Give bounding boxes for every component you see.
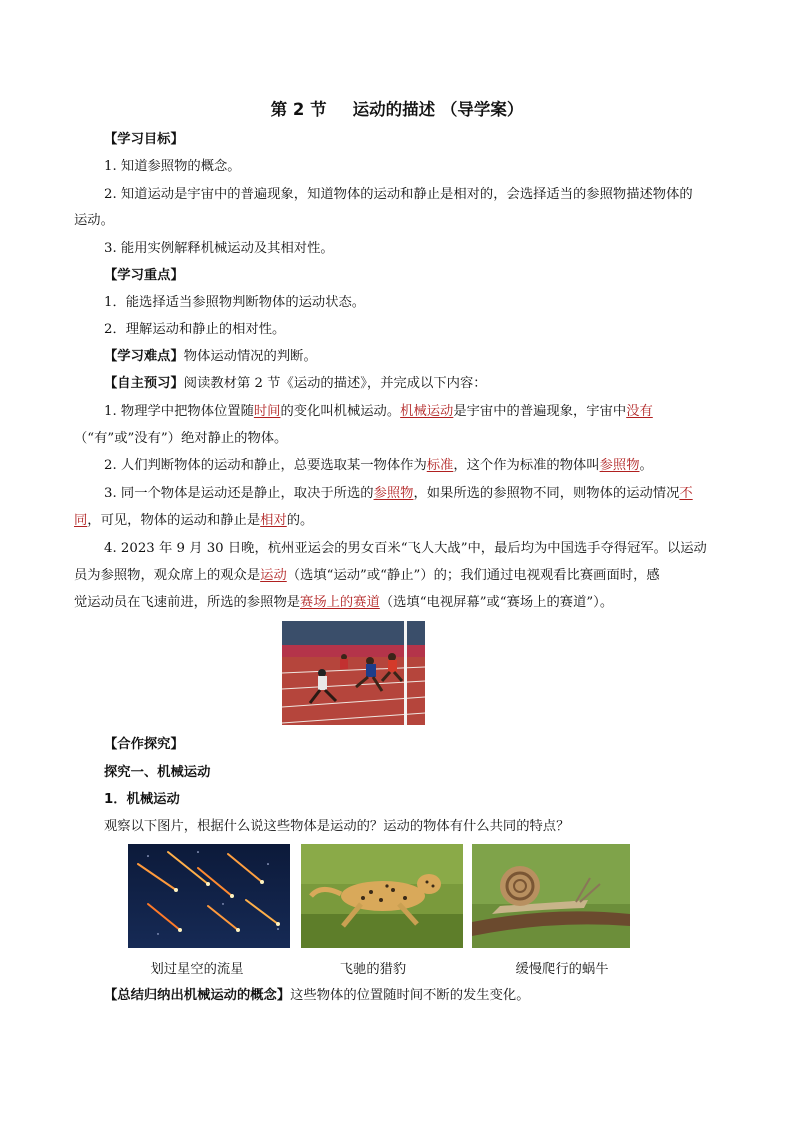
answer-blank: 标准 — [426, 458, 454, 473]
explore-subheading-2: 1．机械运动 — [104, 792, 180, 807]
sprint-race-photo — [282, 621, 425, 725]
preview-heading: 【自主预习】 — [104, 376, 184, 391]
preview-intro: 阅读教材第 2 节《运动的描述》，并完成以下内容： — [183, 376, 487, 391]
summary-line — [104, 987, 530, 1005]
answer-blank: 赛场上的赛道 — [300, 595, 380, 610]
question-1: 1. 物理学中把物体位置随时间的变化叫机械运动。机械运动是宇宙中的普遍现象，宇宙中没有 — [104, 404, 653, 419]
summary-text: 这些物体的位置随时间不断的发生变化。 — [290, 988, 530, 1003]
image-caption: 缓慢爬行的蜗牛 — [515, 962, 609, 977]
key-point-item: 2．理解运动和静止的相对性。 — [104, 322, 286, 337]
preview-line — [104, 375, 487, 393]
key-points-heading: 【学习重点】 — [104, 268, 184, 283]
answer-blank: 相对 — [260, 513, 287, 528]
answer-blank: 不 — [679, 486, 693, 501]
question-4-cont: 员为参照物，观众席上的观众是运动（选填“运动”或“静止”）的；我们通过电视观看比赛画面时，感 — [74, 568, 660, 583]
question-3-cont: 同，可见，物体的运动和静止是相对的。 — [74, 513, 314, 528]
answer-blank: 运动 — [260, 568, 287, 583]
meteor-photo — [128, 844, 290, 948]
answer-blank: 机械运动 — [400, 404, 454, 419]
goals-heading: 【学习目标】 — [104, 132, 184, 147]
goal-item-cont: 运动。 — [74, 213, 114, 228]
answer-blank: 同 — [74, 513, 88, 528]
goal-item: 2. 知道运动是宇宙中的普遍现象，知道物体的运动和静止是相对的，会选择适当的参照物描述物体的 — [104, 187, 693, 202]
image-caption: 划过星空的流星 — [150, 962, 244, 977]
goal-item: 1. 知道参照物的概念。 — [104, 159, 241, 174]
answer-blank: 没有 — [626, 404, 653, 419]
page-title — [0, 96, 794, 120]
question-3: 3. 同一个物体是运动还是静止，取决于所选的参照物，如果所选的参照物不同，则物体的运动情况不 — [104, 486, 693, 501]
question-2: 2. 人们判断物体的运动和静止，总要选取某一物体作为标准，这个作为标准的物体叫参照物。 — [104, 458, 653, 473]
explore-question: 观察以下图片，根据什么说这些物体是运动的？运动的物体有什么共同的特点？ — [104, 819, 570, 834]
answer-blank: 时间 — [253, 404, 281, 419]
explore-subheading: 探究一、机械运动 — [104, 765, 211, 780]
image-caption: 飞驰的猎豹 — [339, 962, 407, 977]
answer-blank: 参照物 — [599, 458, 640, 473]
explore-heading: 【合作探究】 — [104, 737, 184, 752]
question-1-cont: （“有”或”没有”）绝对静止的物体。 — [74, 431, 288, 446]
snail-photo — [472, 844, 630, 948]
cheetah-photo — [301, 844, 463, 948]
title-topic: 运动的描述 （导学案） — [352, 100, 524, 119]
difficulty-line — [104, 348, 317, 366]
goal-item: 3. 能用实例解释机械运动及其相对性。 — [104, 241, 334, 256]
difficulty-heading: 【学习难点】 — [104, 349, 184, 364]
answer-blank: 参照物 — [373, 486, 414, 501]
question-4: 4. 2023 年 9 月 30 日晚，杭州亚运会的男女百米“飞人大战”中，最后均为中国选手夺得冠军。以运动 — [104, 541, 707, 556]
summary-label: 【总结归纳出机械运动的概念】 — [104, 988, 291, 1003]
question-4-cont: 觉运动员在飞速前进，所选的参照物是赛场上的赛道（选填“电视屏幕”或“赛场上的赛道”）。 — [74, 595, 614, 610]
key-point-item: 1．能选择适当参照物判断物体的运动状态。 — [104, 295, 366, 310]
section-number: 第 2 节 — [270, 100, 327, 119]
difficulty-text: 物体运动情况的判断。 — [183, 349, 317, 364]
